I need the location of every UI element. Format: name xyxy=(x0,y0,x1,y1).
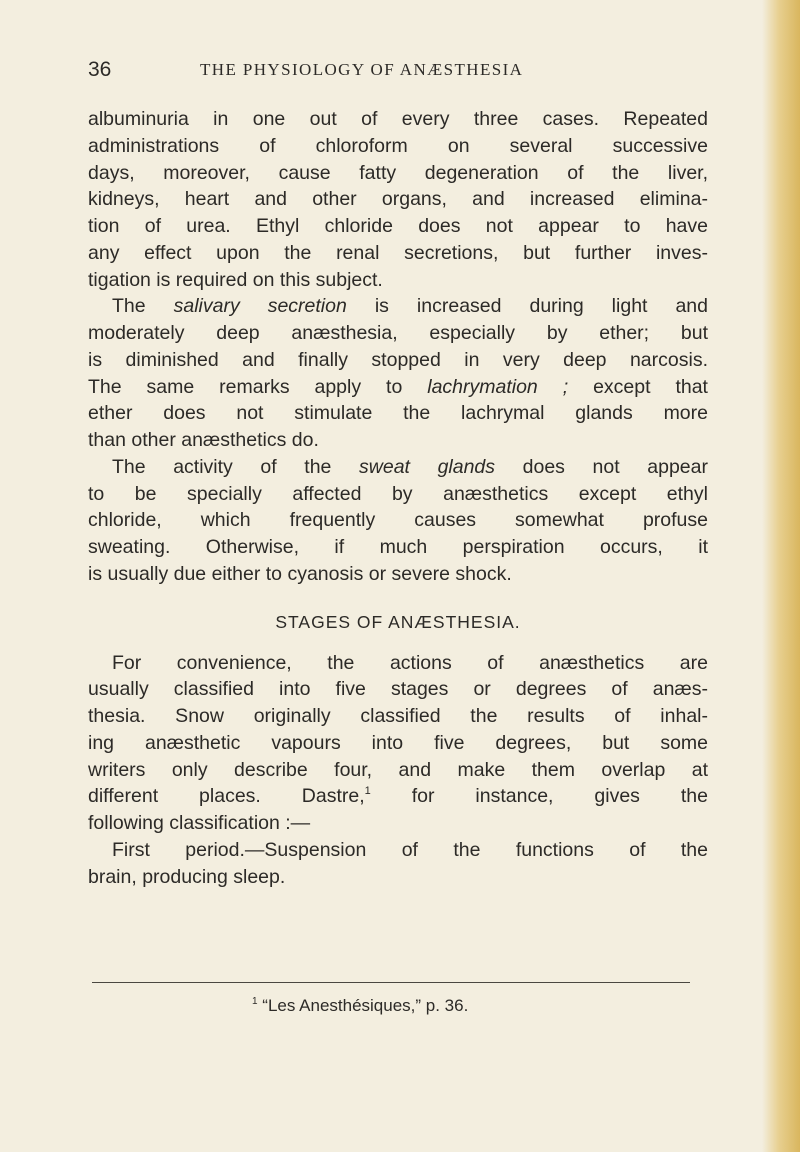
text-line: For convenience, the actions of anæsthetics are xyxy=(112,651,708,674)
text-line: usually classified into five stages or degrees of anæs- xyxy=(88,678,708,701)
text-line: brain, producing sleep. xyxy=(88,865,286,888)
text-run: except that xyxy=(568,375,708,398)
text-line: administrations of chloroform on several successive xyxy=(88,134,708,157)
text-line xyxy=(88,293,708,320)
text-line xyxy=(88,454,708,481)
text-run: is increased during light and xyxy=(346,295,708,318)
text-line: days, moreover, cause fatty degeneration of the liver, xyxy=(88,161,708,184)
text-line: than other anæsthetics do. xyxy=(88,429,319,451)
text-line: chloride, which frequently causes somewhat profuse xyxy=(88,509,708,532)
text-line: is usually due either to cyanosis or severe shock. xyxy=(88,562,512,585)
text-line: any effect upon the renal secretions, but further inves- xyxy=(88,241,708,264)
running-title: THE PHYSIOLOGY OF ANÆSTHESIA xyxy=(200,60,524,79)
text-run: for instance, gives the xyxy=(370,785,708,808)
text-line: sweating. Otherwise, if much perspiration occurs, it xyxy=(88,536,708,558)
section-heading: STAGES OF ANÆSTHESIA. xyxy=(275,611,521,632)
text-line: is diminished and finally stopped in very deep narcosis. xyxy=(88,348,708,371)
text-line: tigation is required on this subject. xyxy=(88,268,383,291)
text-line: albuminuria in one out of every three cases. Repeated xyxy=(88,108,708,130)
text-line: writers only describe four, and make them overlap at xyxy=(88,758,708,781)
body-text xyxy=(88,106,708,890)
paragraph-sweat xyxy=(88,454,708,588)
footnote xyxy=(252,996,468,1016)
text-line: First period.—Suspension of the functions of the xyxy=(112,838,708,861)
footnote-ref[interactable]: 1 xyxy=(364,785,371,798)
text-run: The activity of the xyxy=(112,455,360,478)
italic-term: salivary secretion xyxy=(173,295,347,318)
text-run: does not appear xyxy=(495,455,708,478)
text-line: to be specially affected by anæsthetics except ethyl xyxy=(88,482,708,505)
footnote-divider xyxy=(92,982,690,983)
page-header xyxy=(88,58,728,84)
text-run: The xyxy=(112,295,174,318)
text-line: kidneys, heart and other organs, and increased elimina- xyxy=(88,188,708,211)
text-line: thesia. Snow originally classified the results of inhal- xyxy=(88,705,708,727)
text-line xyxy=(88,783,708,810)
paragraph-first-period xyxy=(88,837,708,891)
paragraph-salivary xyxy=(88,293,708,454)
text-line: ether does not stimulate the lachrymal glands more xyxy=(88,402,708,425)
text-line xyxy=(88,374,708,401)
footnote-marker: 1 xyxy=(252,996,258,1007)
paragraph-renal xyxy=(88,106,708,293)
text-line: following classification :— xyxy=(88,812,311,834)
page-number: 36 xyxy=(88,58,112,81)
italic-term: sweat glands xyxy=(359,455,496,478)
text-run: different places. Dastre, xyxy=(88,785,365,808)
italic-term: lachrymation ; xyxy=(427,375,569,398)
footnote-text: “Les Anesthésiques,” p. 36. xyxy=(262,996,469,1015)
text-line: tion of urea. Ethyl chloride does not appear to have xyxy=(88,215,708,237)
text-line: ing anæsthetic vapours into five degrees, but some xyxy=(88,731,708,754)
paragraph-stages xyxy=(88,650,708,837)
text-run: The same remarks apply to xyxy=(88,375,428,398)
text-line: moderately deep anæsthesia, especially by ether; but xyxy=(88,322,708,344)
